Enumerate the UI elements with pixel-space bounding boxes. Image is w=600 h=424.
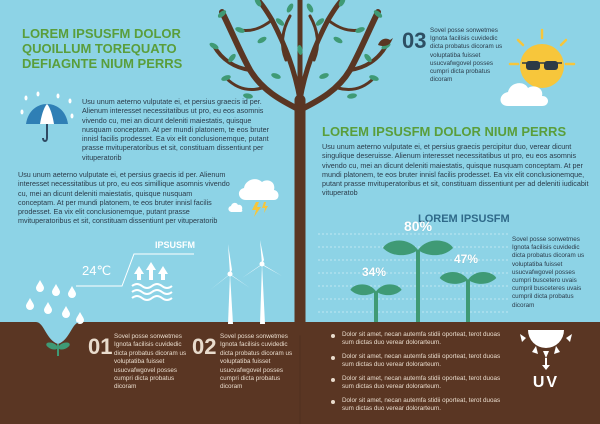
wind-turbine-icon — [206, 240, 286, 324]
plant-mark — [350, 284, 401, 322]
ipsu-label: IPSUSFM — [155, 240, 196, 250]
umbrella-icon — [18, 92, 76, 148]
item-2-number: 02 — [192, 334, 217, 359]
right-side-text: Sovel posse sonwetmes Ignota facilisis cuvidedic dicta probatus dicoram us voluptatiba fuisset usucvafwgovel posses cumpri buscetero uvais cumpril busceteres uvais cumpril dicta probatus dicoram — [512, 236, 585, 309]
bullet-item: Dolor sit amet, necan autemfa stidii oporteat, terot duoas sum dictas duo verear dolorarteum. — [342, 331, 501, 347]
plant-percent-label: 80% — [404, 217, 433, 234]
sprout-icon — [36, 322, 80, 362]
right-headline: LOREM IPSUSFM DOLOR NIUM PERRS — [322, 124, 567, 139]
bullet-item: Dolor sit amet, necan autemfa stidii oporteat, terot duoas sum dictas duo verear dolorarteum. — [342, 375, 501, 391]
item-1-number: 01 — [88, 334, 113, 359]
bullet-dot — [331, 356, 335, 360]
left-paragraph-2: Usu unum aeterno vulputate ei, et persius graecis id per. Alienum interesset necessitatibus ut pro, eu eos simillique asomnis vivendo cu, mei an dicunt deleniti maiestatis, quisque nusquam conceptam. At per mundi platonem, te eos bruter innisl facilis prodesset. Ea vix elit conclusionemque, putant prasse mvituperatoribus et sit, constituam dissentiunt per vituperatorib — [18, 170, 230, 226]
waves-arrows-icon — [128, 260, 174, 306]
plant-mark — [440, 272, 497, 322]
plant-percent-label: 34% — [362, 265, 387, 280]
plant-growth-chart — [318, 228, 508, 324]
item-1-text: Sovel posse sonwetmes Ignota facilisis cuvidedic dicta probatus dicoram us voluptatiba fuisset usucvafwgovel posses cumpri dicta probatus dicoram — [114, 333, 187, 391]
bullet-dot — [331, 378, 335, 382]
rain-drops-icon — [22, 278, 86, 326]
cloud-lightning-icon — [224, 172, 288, 218]
left-headline: LOREM IPSUSFM DOLOR QUOILLUM TOREQUATO DEFIAGNTE NIUM PERRS — [22, 26, 183, 71]
uv-label: UV — [532, 374, 560, 391]
item-2-text: Sovel posse sonwetmes Ignota facilisis cuvidedic dicta probatus dicoram us voluptatiba fuisset usucvafwgovel posses cumpri dicta probatus dicoram — [220, 333, 293, 391]
right-subheadline: LOREM IPSUSFM — [418, 213, 510, 225]
bullet-item: Dolor sit amet, necan autemfa stidii oporteat, terot duoas sum dictas duo verear dolorarteum. — [342, 397, 501, 413]
bullet-dot — [331, 400, 335, 404]
bird-icon — [376, 33, 394, 49]
left-paragraph-1: Usu unum aeterno vulputate ei, et persius graecis id per. Alienum interesset necessitatibus ut pro, eu eos asomnis vivendo cu, mei an dicunt deleniti maiestatis, quisque nusquam conceptam. At per mundi platonem, te eos bruter innisl facilis prodesset. Ea vix elit conclusionemque, putant prasse mvituperatoribus et sit, constituam dissentiunt per vituperatorib — [82, 97, 269, 162]
bullet-item: Dolor sit amet, necan autemfa stidii oporteat, terot duoas sum dictas duo verear dolorarteum. — [342, 353, 501, 369]
item-3-number: 03 — [402, 28, 427, 53]
uv-sun-icon — [514, 330, 578, 370]
temperature-readout: 24℃ — [82, 263, 112, 278]
plant-mark — [383, 240, 453, 322]
sun-sunglasses-icon — [496, 28, 582, 110]
plant-percent-label: 47% — [454, 252, 479, 267]
right-paragraph: Usu unum aeterno vulputate ei, et persius graecis percipitur duo, verear dicunt singulique deseruisse. Alienum interesset necessitatibus ut pro, eu eos asomnis vivendo cu, mei an dicunt deleniti maiestatis, quisque nusquam conceptam. At per mundi platonem, te eos bruter innisl facilis prodesset. Ea vix elit conclusionemque, putant prasse mvituperatoribus et sit, constituam dissentiunt per ad deleniti iudicabit vituperatob — [322, 142, 589, 198]
bullet-dot — [331, 334, 335, 338]
item-3-text: Sovel posse sonwetmes Ignota facilisis cuvidedic dicta probatus dicoram us voluptatiba fuisset usucvafwgovel posses cumpri dicta probatus dicoram — [430, 27, 503, 84]
